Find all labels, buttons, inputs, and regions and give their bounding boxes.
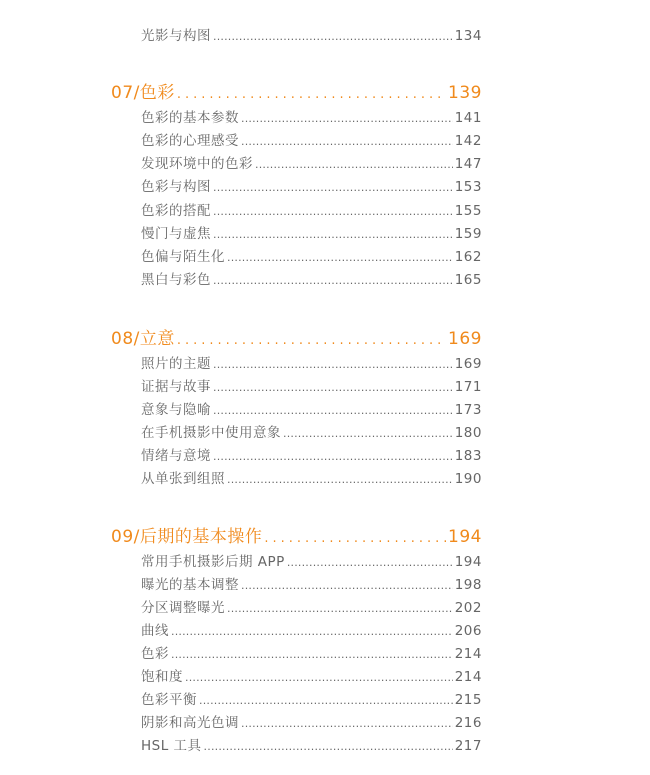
entry-page: 171 <box>454 379 482 395</box>
entry-title: 色偏与陌生化 <box>141 249 225 265</box>
dot-leader <box>213 272 453 288</box>
toc-entry <box>141 175 482 195</box>
dot-leader <box>255 156 453 172</box>
dot-leader <box>227 600 453 616</box>
toc-entry <box>141 688 482 708</box>
entry-title: 常用手机摄影后期 APP <box>141 554 285 570</box>
entry-title: 光影与构图 <box>141 28 211 44</box>
chapter-name: 色彩 <box>139 83 175 103</box>
toc-entry <box>141 199 482 219</box>
entry-page: 173 <box>454 402 482 418</box>
chapter-separator: / <box>133 527 140 547</box>
chapter-heading-07 <box>111 78 482 102</box>
entry-page: 206 <box>454 623 482 639</box>
entry-title: 在手机摄影中使用意象 <box>141 425 281 441</box>
entry-title: 曲线 <box>141 623 169 639</box>
dot-leader <box>227 471 453 487</box>
entry-page: 153 <box>454 179 482 195</box>
entry-title: 色彩 <box>141 646 169 662</box>
entry-title: 黑白与彩色 <box>141 272 211 288</box>
chapter-title <box>111 324 175 349</box>
chapter-number: 08 <box>111 329 134 349</box>
toc-entry <box>141 398 482 418</box>
toc-entry <box>141 268 482 288</box>
entry-page: 165 <box>454 272 482 288</box>
entry-page: 198 <box>454 577 482 593</box>
dot-leader <box>213 402 453 418</box>
chapter-name: 立意 <box>139 329 175 349</box>
chapter-number: 07 <box>111 83 134 103</box>
entry-title: 色彩的心理感受 <box>141 133 239 149</box>
entry-page: 141 <box>454 110 482 126</box>
entry-page: 162 <box>454 249 482 265</box>
toc-entry <box>141 375 482 395</box>
entry-title: 色彩平衡 <box>141 692 197 708</box>
chapter-title <box>111 78 175 103</box>
entry-title: 饱和度 <box>141 669 183 685</box>
entry-title: 色彩与构图 <box>141 179 211 195</box>
toc-entry <box>141 467 482 487</box>
chapter-page: 169 <box>448 329 482 349</box>
dot-leader <box>241 577 453 593</box>
entry-page: 159 <box>454 226 482 242</box>
toc-entry <box>141 642 482 662</box>
entry-title: HSL 工具 <box>141 738 202 754</box>
dot-leader <box>213 226 453 242</box>
toc-entry <box>141 245 482 265</box>
entry-page: 155 <box>454 203 482 219</box>
dot-leader <box>213 356 453 372</box>
toc-entry <box>141 665 482 685</box>
toc-entry <box>141 596 482 616</box>
entry-page: 214 <box>454 646 482 662</box>
dot-leader <box>264 527 446 547</box>
dot-leader <box>177 329 446 349</box>
entry-title: 色彩的搭配 <box>141 203 211 219</box>
dot-leader <box>177 83 446 103</box>
toc-entry <box>141 444 482 464</box>
entry-title: 阴影和高光色调 <box>141 715 239 731</box>
dot-leader <box>213 203 453 219</box>
entry-title: 曝光的基本调整 <box>141 577 239 593</box>
dot-leader <box>199 692 453 708</box>
dot-leader <box>241 133 453 149</box>
entry-page: 215 <box>454 692 482 708</box>
dot-leader <box>213 28 453 44</box>
toc-entry <box>141 24 482 44</box>
entry-page: 183 <box>454 448 482 464</box>
toc-entry <box>141 152 482 172</box>
dot-leader <box>241 110 453 126</box>
toc-entry <box>141 421 482 441</box>
chapter-separator: / <box>133 329 140 349</box>
dot-leader <box>204 738 453 754</box>
entry-title: 从单张到组照 <box>141 471 225 487</box>
dot-leader <box>185 669 453 685</box>
entry-title: 证据与故事 <box>141 379 211 395</box>
toc-entry <box>141 352 482 372</box>
dot-leader <box>283 425 453 441</box>
entry-page: 142 <box>454 133 482 149</box>
dot-leader <box>287 554 453 570</box>
dot-leader <box>171 646 453 662</box>
toc-entry <box>141 129 482 149</box>
chapter-heading-08 <box>111 324 482 348</box>
entry-page: 180 <box>454 425 482 441</box>
entry-title: 情绪与意境 <box>141 448 211 464</box>
entry-title: 分区调整曝光 <box>141 600 225 616</box>
entry-title: 发现环境中的色彩 <box>141 156 253 172</box>
toc-entry <box>141 734 482 754</box>
entry-title: 照片的主题 <box>141 356 211 372</box>
toc-entry <box>141 222 482 242</box>
toc-entry <box>141 550 482 570</box>
toc-entry <box>141 619 482 639</box>
entry-page: 147 <box>454 156 482 172</box>
entry-title: 意象与隐喻 <box>141 402 211 418</box>
chapter-name: 后期的基本操作 <box>139 527 263 547</box>
dot-leader <box>171 623 453 639</box>
chapter-separator: / <box>133 83 140 103</box>
chapter-page: 194 <box>448 527 482 547</box>
entry-page: 214 <box>454 669 482 685</box>
toc-entry <box>141 106 482 126</box>
dot-leader <box>241 715 453 731</box>
chapter-heading-09 <box>111 522 482 546</box>
entry-page: 134 <box>454 28 482 44</box>
entry-page: 194 <box>454 554 482 570</box>
toc-entry <box>141 711 482 731</box>
entry-title: 慢门与虚焦 <box>141 226 211 242</box>
entry-page: 216 <box>454 715 482 731</box>
chapter-number: 09 <box>111 527 134 547</box>
entry-page: 169 <box>454 356 482 372</box>
dot-leader <box>213 448 453 464</box>
dot-leader <box>213 179 453 195</box>
entry-page: 190 <box>454 471 482 487</box>
entry-title: 色彩的基本参数 <box>141 110 239 126</box>
toc-entry <box>141 573 482 593</box>
chapter-page: 139 <box>448 83 482 103</box>
entry-page: 202 <box>454 600 482 616</box>
entry-page: 217 <box>454 738 482 754</box>
dot-leader <box>213 379 453 395</box>
dot-leader <box>227 249 453 265</box>
chapter-title <box>111 522 262 547</box>
